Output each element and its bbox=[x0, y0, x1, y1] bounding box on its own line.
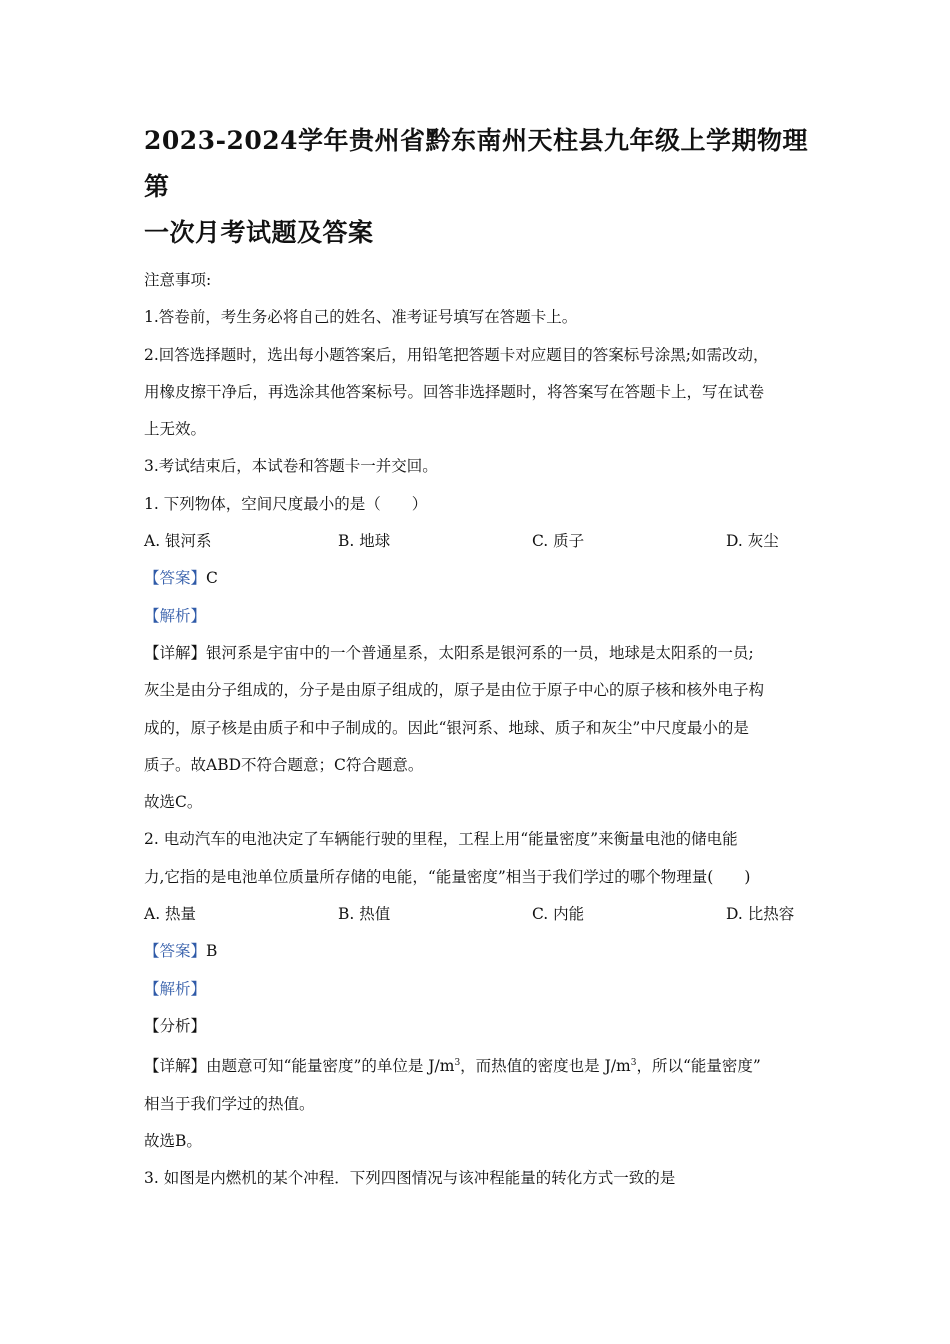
q2-option-b: B. 热值 bbox=[338, 905, 391, 924]
q2-unit-exponent-2: 3 bbox=[630, 1058, 637, 1069]
q2-fenxi-tag: 【分析】 bbox=[144, 1016, 207, 1035]
q1-analysis-tag: 【解析】 bbox=[144, 606, 207, 625]
q2-answer: B bbox=[206, 942, 218, 961]
q2-detail-line2: 相当于我们学过的热值。 bbox=[144, 1094, 315, 1113]
q1-detail-line2: 灰尘是由分子组成的，分子是由原子组成的，原子是由位于原子中心的原子核和核外电子构 bbox=[144, 681, 765, 700]
q1-answer: C bbox=[206, 569, 218, 588]
q1-detail-tag: 【详解】 bbox=[144, 643, 207, 662]
notice-heading: 注意事项: bbox=[144, 271, 212, 289]
q2-option-c: C. 内能 bbox=[532, 905, 585, 924]
q1-detail-line4: 质子。故ABD不符合题意；C符合题意。 bbox=[144, 755, 424, 774]
q2-stem-line2: 力,它指的是电池单位质量所存储的电能，“能量密度”相当于我们学过的哪个物理量( ) bbox=[144, 867, 751, 886]
q1-answer-line bbox=[144, 560, 812, 597]
q2-option-d: D. 比热容 bbox=[726, 905, 795, 924]
q1-option-a: A. 银河系 bbox=[144, 532, 212, 551]
q1-conclusion: 故选C。 bbox=[144, 793, 203, 812]
q2-detail-line1 bbox=[144, 1045, 812, 1085]
q1-detail-line3: 成的，原子核是由质子和中子制成的。因此“银河系、地球、质子和灰尘”中尺度最小的是 bbox=[144, 718, 749, 737]
q2-detail-tag: 【详解】 bbox=[144, 1057, 207, 1076]
q2-unit-exponent-1: 3 bbox=[454, 1058, 461, 1069]
q2-detail-part-a: 由题意可知“能量密度”的单位是 J/m bbox=[206, 1057, 455, 1076]
q1-detail-text1: 银河系是宇宙中的一个普通星系，太阳系是银河系的一员，地球是太阳系的一员; bbox=[206, 643, 754, 662]
doc-title-line1: 2023-2024学年贵州省黔东南州天柱县九年级上学期物理第 bbox=[144, 126, 809, 201]
q1-option-d: D. 灰尘 bbox=[726, 532, 779, 551]
q2-analysis-tag: 【解析】 bbox=[144, 979, 207, 998]
q2-answer-tag: 【答案】 bbox=[144, 942, 207, 961]
notice-item-3: 3.考试结束后，本试卷和答题卡一并交回。 bbox=[144, 457, 438, 476]
q2-options bbox=[144, 896, 812, 933]
q2-detail-part-b: ，而热值的密度也是 J/m bbox=[460, 1057, 631, 1076]
document-page bbox=[144, 118, 812, 1198]
q1-detail-line1 bbox=[144, 635, 812, 672]
notice-item-2-line2: 用橡皮擦干净后，再选涂其他答案标号。回答非选择题时，将答案写在答题卡上，写在试卷 bbox=[144, 382, 765, 401]
q2-option-a: A. 热量 bbox=[144, 905, 197, 924]
notice-item-1: 1.答卷前，考生务必将自己的姓名、准考证号填写在答题卡上。 bbox=[144, 308, 578, 327]
q1-option-c: C. 质子 bbox=[532, 532, 585, 551]
q1-answer-tag: 【答案】 bbox=[144, 569, 207, 588]
q3-stem: 3. 如图是内燃机的某个冲程．下列四图情况与该冲程能量的转化方式一致的是 bbox=[144, 1169, 676, 1188]
q1-options bbox=[144, 523, 812, 560]
doc-title-line2: 一次月考试题及答案 bbox=[144, 218, 374, 247]
q2-stem-line1: 2. 电动汽车的电池决定了车辆能行驶的里程，工程上用“能量密度”来衡量电池的储电能 bbox=[144, 830, 738, 849]
q1-option-b: B. 地球 bbox=[338, 532, 391, 551]
q2-detail-part-c: ，所以“能量密度” bbox=[636, 1057, 761, 1076]
q2-answer-line bbox=[144, 933, 812, 970]
q2-conclusion: 故选B。 bbox=[144, 1131, 202, 1150]
q1-stem: 1. 下列物体，空间尺度最小的是（ ） bbox=[144, 494, 428, 513]
notice-item-2-line3: 上无效。 bbox=[144, 420, 207, 439]
notice-item-2-line1: 2.回答选择题时，选出每小题答案后，用铅笔把答题卡对应题目的答案标号涂黑;如需改动， bbox=[144, 345, 769, 364]
